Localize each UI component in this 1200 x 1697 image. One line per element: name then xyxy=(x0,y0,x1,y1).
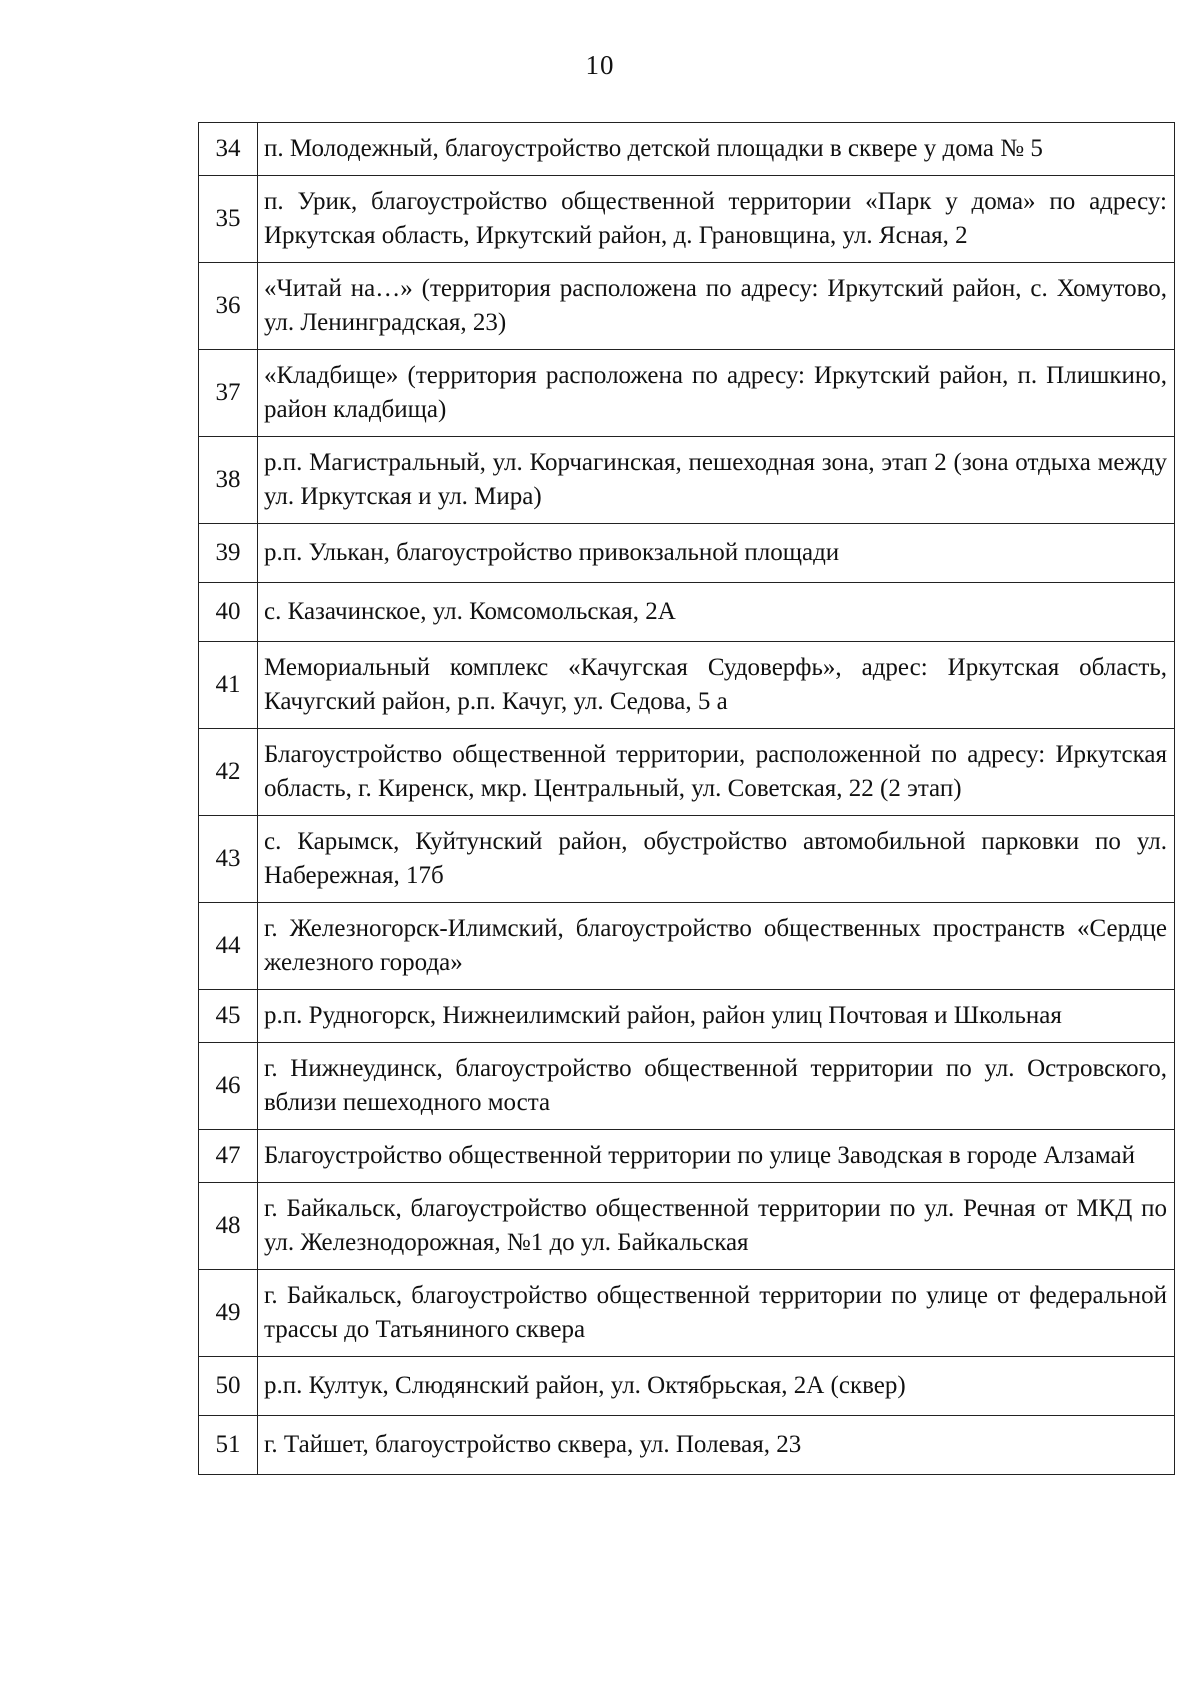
page-number: 10 xyxy=(585,50,615,80)
table-row xyxy=(199,1043,1175,1130)
row-description: р.п. Рудногорск, Нижнеилимский район, район улиц Почтовая и Школьная xyxy=(258,990,1175,1043)
row-description: п. Молодежный, благоустройство детской площадки в сквере у дома № 5 xyxy=(258,123,1175,176)
row-description: с. Карымск, Куйтунский район, обустройство автомобильной парковки по ул. Набережная, 17б xyxy=(258,816,1175,903)
row-number: 35 xyxy=(199,176,258,263)
table-row xyxy=(199,1130,1175,1183)
row-number: 49 xyxy=(199,1270,258,1357)
table-row xyxy=(199,176,1175,263)
row-number: 36 xyxy=(199,263,258,350)
row-description: п. Урик, благоустройство общественной территории «Парк у дома» по адресу: Иркутская область, Иркутский район, д. Грановщина, ул. Ясная, 2 xyxy=(258,176,1175,263)
row-number: 37 xyxy=(199,350,258,437)
table-row xyxy=(199,729,1175,816)
row-number: 45 xyxy=(199,990,258,1043)
row-description: г. Железногорск-Илимский, благоустройство общественных пространств «Сердце железного города» xyxy=(258,903,1175,990)
table-body xyxy=(199,123,1175,1475)
row-number: 48 xyxy=(199,1183,258,1270)
table-row xyxy=(199,524,1175,583)
row-number: 38 xyxy=(199,437,258,524)
row-number: 50 xyxy=(199,1357,258,1416)
row-description: г. Тайшет, благоустройство сквера, ул. Полевая, 23 xyxy=(258,1416,1175,1475)
table-row xyxy=(199,816,1175,903)
row-number: 44 xyxy=(199,903,258,990)
table-row xyxy=(199,1416,1175,1475)
objects-table xyxy=(198,122,1175,1475)
row-description: Мемориальный комплекс «Качугская Судоверфь», адрес: Иркутская область, Качугский район, р.п. Качуг, ул. Седова, 5 а xyxy=(258,642,1175,729)
row-number: 34 xyxy=(199,123,258,176)
row-description: «Читай на…» (территория расположена по адресу: Иркутский район, с. Хомутово, ул. Ленинградская, 23) xyxy=(258,263,1175,350)
row-number: 46 xyxy=(199,1043,258,1130)
row-number: 43 xyxy=(199,816,258,903)
table-row xyxy=(199,1183,1175,1270)
table-row xyxy=(199,437,1175,524)
table-row xyxy=(199,350,1175,437)
row-description: р.п. Магистральный, ул. Корчагинская, пешеходная зона, этап 2 (зона отдыха между ул. Иркутская и ул. Мира) xyxy=(258,437,1175,524)
table-row xyxy=(199,990,1175,1043)
table-row xyxy=(199,903,1175,990)
table-row xyxy=(199,583,1175,642)
table-row xyxy=(199,123,1175,176)
row-description: с. Казачинское, ул. Комсомольская, 2А xyxy=(258,583,1175,642)
row-description: р.п. Улькан, благоустройство привокзальной площади xyxy=(258,524,1175,583)
row-number: 40 xyxy=(199,583,258,642)
row-description: г. Байкальск, благоустройство общественной территории по ул. Речная от МКД по ул. Железнодорожная, №1 до ул. Байкальская xyxy=(258,1183,1175,1270)
row-number: 42 xyxy=(199,729,258,816)
row-description: Благоустройство общественной территории, расположенной по адресу: Иркутская область, г. Киренск, мкр. Центральный, ул. Советская, 22 (2 этап) xyxy=(258,729,1175,816)
row-description: Благоустройство общественной территории по улице Заводская в городе Алзамай xyxy=(258,1130,1175,1183)
table-row xyxy=(199,1357,1175,1416)
row-number: 47 xyxy=(199,1130,258,1183)
table-row xyxy=(199,642,1175,729)
row-number: 39 xyxy=(199,524,258,583)
row-number: 41 xyxy=(199,642,258,729)
table-row xyxy=(199,1270,1175,1357)
table-row xyxy=(199,263,1175,350)
row-description: р.п. Култук, Слюдянский район, ул. Октябрьская, 2А (сквер) xyxy=(258,1357,1175,1416)
row-number: 51 xyxy=(199,1416,258,1475)
row-description: г. Нижнеудинск, благоустройство общественной территории по ул. Островского, вблизи пешеходного моста xyxy=(258,1043,1175,1130)
row-description: г. Байкальск, благоустройство общественной территории по улице от федеральной трассы до Татьяниного сквера xyxy=(258,1270,1175,1357)
row-description: «Кладбище» (территория расположена по адресу: Иркутский район, п. Плишкино, район кладбища) xyxy=(258,350,1175,437)
